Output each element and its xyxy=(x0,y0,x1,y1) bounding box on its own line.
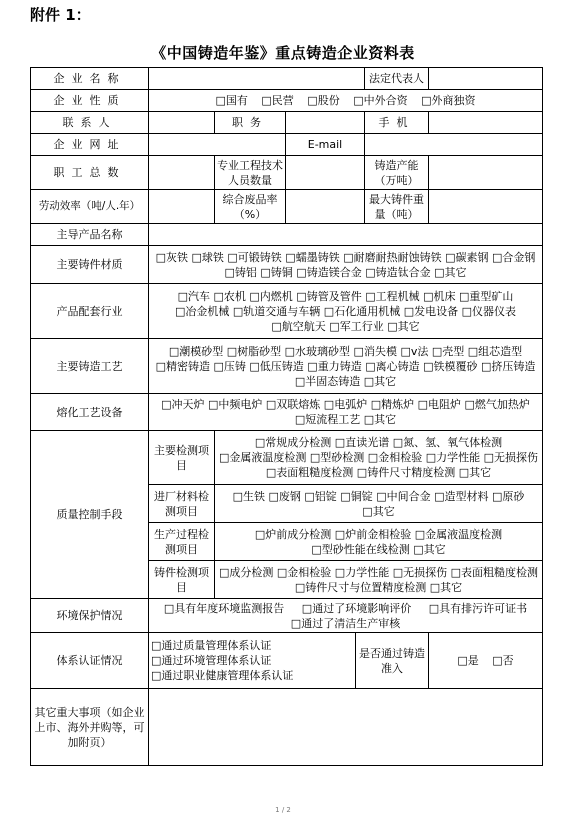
quality-incoming-options[interactable] xyxy=(215,485,543,523)
option-certification-0[interactable]: □通过质量管理体系认证 xyxy=(151,639,272,652)
option-industry-9[interactable]: □石化通用机械 xyxy=(323,304,401,318)
option-process-1[interactable]: □树脂砂型 xyxy=(226,344,282,358)
melting-label: 熔化工艺设备 xyxy=(31,394,149,431)
option-process-7[interactable]: □精密铸造 xyxy=(155,359,210,373)
attachment-label: 附件 1： xyxy=(30,6,91,24)
main-product-label: 主导产品名称 xyxy=(31,224,149,246)
option-q-main-8[interactable]: □表面粗糙度检测 xyxy=(265,466,354,479)
option-process-12[interactable]: □铁模覆砂 xyxy=(423,359,478,373)
option-q-process-4[interactable]: □其它 xyxy=(413,542,446,556)
legal-rep-label: 法定代表人 xyxy=(365,68,429,90)
contact-label: 联系人 xyxy=(31,112,149,134)
option-q-incoming-1[interactable]: □废钢 xyxy=(268,489,301,503)
quality-casting-label: 铸件检测项目 xyxy=(149,561,215,599)
quality-main-options[interactable] xyxy=(215,431,543,485)
option-q-process-1[interactable]: □炉前金相检验 xyxy=(334,527,412,541)
option-certification-1[interactable]: □通过环境管理体系认证 xyxy=(151,654,272,667)
page-number: 1 / 2 xyxy=(275,806,291,814)
max-weight-field[interactable] xyxy=(429,190,543,224)
option-q-process-0[interactable]: □炉前成分检测 xyxy=(254,527,332,541)
industry-label: 产品配套行业 xyxy=(31,284,149,339)
company-info-form xyxy=(30,67,543,766)
engineers-field[interactable] xyxy=(286,156,365,190)
option-process-10[interactable]: □重力铸造 xyxy=(307,359,362,373)
employees-label: 职工总数 xyxy=(31,156,149,190)
scrap-rate-label: 综合废品率（%） xyxy=(215,190,286,224)
option-material-4[interactable]: □耐磨耐热耐蚀铸铁 xyxy=(343,250,442,264)
option-material-5[interactable]: □碳素钢 xyxy=(445,250,489,264)
option-process-13[interactable]: □挤压铸造 xyxy=(481,359,536,373)
option-q-incoming-6[interactable]: □原砂 xyxy=(492,489,525,503)
option-q-casting-3[interactable]: □无损探伤 xyxy=(392,565,448,579)
option-material-1[interactable]: □球铁 xyxy=(191,250,224,264)
option-process-11[interactable]: □离心铸造 xyxy=(365,359,420,373)
option-material-6[interactable]: □合金钢 xyxy=(492,250,536,264)
option-material-3[interactable]: □蠕墨铸铁 xyxy=(285,250,340,264)
option-industry-12[interactable]: □航空航天 xyxy=(271,319,326,333)
option-industry-11[interactable]: □仪器仪表 xyxy=(461,304,517,318)
option-industry-1[interactable]: □农机 xyxy=(213,289,246,303)
material-options[interactable] xyxy=(149,246,543,284)
option-melting-0[interactable]: □冲天炉 xyxy=(161,398,205,411)
option-industry-0[interactable]: □汽车 xyxy=(177,289,210,303)
option-q-casting-4[interactable]: □表面粗糙度检测 xyxy=(450,565,539,579)
quality-incoming-label: 进厂材料检测项目 xyxy=(149,485,215,523)
option-melting-7[interactable]: □短流程工艺 xyxy=(294,413,361,426)
option-melting-1[interactable]: □中频电炉 xyxy=(207,398,263,411)
melting-options[interactable] xyxy=(149,394,543,431)
employees-field[interactable] xyxy=(149,156,215,190)
option-melting-3[interactable]: □电弧炉 xyxy=(323,398,368,411)
company-name-label: 企业名称 xyxy=(31,68,149,90)
option-environment-1[interactable]: □通过了环境影响评价 xyxy=(301,601,412,615)
option-q-main-10[interactable]: □其它 xyxy=(458,466,492,479)
form-title: 《中国铸造年鉴》重点铸造企业资料表 xyxy=(151,44,415,62)
quality-casting-options[interactable] xyxy=(215,561,543,599)
option-q-incoming-4[interactable]: □中间合金 xyxy=(376,489,431,503)
option-q-main-3[interactable]: □金属液温度检测 xyxy=(218,451,307,464)
option-process-0[interactable]: □潮模砂型 xyxy=(168,344,224,358)
quality-process-label: 生产过程检测项目 xyxy=(149,523,215,561)
option-industry-14[interactable]: □其它 xyxy=(387,319,420,333)
option-company-type-3[interactable]: □中外合资 xyxy=(353,94,408,107)
quality-label: 质量控制手段 xyxy=(31,431,149,599)
option-q-incoming-2[interactable]: □铝锭 xyxy=(304,489,337,503)
option-q-process-3[interactable]: □型砂性能在线检测 xyxy=(311,542,410,556)
option-process-6[interactable]: □组芯造型 xyxy=(467,344,523,358)
option-industry-5[interactable]: □机床 xyxy=(423,289,456,303)
scrap-rate-field[interactable] xyxy=(286,190,365,224)
position-field[interactable] xyxy=(286,112,365,134)
phone-label: 手机 xyxy=(365,112,429,134)
option-industry-10[interactable]: □发电设备 xyxy=(403,304,459,318)
main-product-field[interactable] xyxy=(149,224,543,246)
option-q-casting-1[interactable]: □金相检验 xyxy=(276,565,332,579)
option-melting-2[interactable]: □双联熔炼 xyxy=(265,398,321,411)
option-q-incoming-0[interactable]: □生铁 xyxy=(232,489,265,503)
option-material-2[interactable]: □可锻铸铁 xyxy=(227,250,282,264)
option-process-5[interactable]: □壳型 xyxy=(431,344,465,358)
option-melting-5[interactable]: □电阻炉 xyxy=(417,398,462,411)
option-q-main-7[interactable]: □无损探伤 xyxy=(483,451,539,464)
option-company-type-4[interactable]: □外商独资 xyxy=(421,94,476,107)
option-q-casting-6[interactable]: □其它 xyxy=(429,580,463,594)
environment-options[interactable] xyxy=(149,599,543,633)
option-melting-6[interactable]: □燃气加热炉 xyxy=(464,398,530,411)
labor-eff-field[interactable] xyxy=(149,190,215,224)
capacity-label: 铸造产能（万吨） xyxy=(365,156,429,190)
option-process-8[interactable]: □压铸 xyxy=(213,359,246,373)
certification-label: 体系认证情况 xyxy=(31,633,149,689)
access-label: 是否通过铸造准入 xyxy=(356,633,429,689)
industry-options[interactable] xyxy=(149,284,543,339)
website-field[interactable] xyxy=(149,134,286,156)
labor-eff-label: 劳动效率（吨/人.年） xyxy=(31,190,149,224)
option-material-8[interactable]: □铸铜 xyxy=(260,265,293,279)
option-q-main-6[interactable]: □力学性能 xyxy=(425,451,481,464)
position-label: 职务 xyxy=(215,112,286,134)
max-weight-label: 最大铸件重量（吨） xyxy=(365,190,429,224)
option-process-2[interactable]: □水玻璃砂型 xyxy=(284,344,351,358)
option-material-11[interactable]: □其它 xyxy=(434,265,467,279)
option-industry-6[interactable]: □重型矿山 xyxy=(459,289,514,303)
company-type-options[interactable] xyxy=(149,90,543,112)
option-q-casting-0[interactable]: □成分检测 xyxy=(218,565,274,579)
capacity-field[interactable] xyxy=(429,156,543,190)
option-material-0[interactable]: □灰铁 xyxy=(155,250,188,264)
email-field[interactable] xyxy=(365,134,543,156)
website-label: 企业网址 xyxy=(31,134,149,156)
option-industry-8[interactable]: □轨道交通与车辆 xyxy=(232,304,321,318)
option-industry-3[interactable]: □铸管及管件 xyxy=(296,289,362,303)
quality-main-label: 主要检测项目 xyxy=(149,431,215,485)
phone-field[interactable] xyxy=(429,112,543,134)
option-industry-13[interactable]: □军工行业 xyxy=(329,319,384,333)
option-environment-3[interactable]: □通过了清洁生产审核 xyxy=(290,616,401,630)
option-q-main-2[interactable]: □氮、氢、氧气体检测 xyxy=(392,436,503,449)
option-q-main-0[interactable]: □常规成分检测 xyxy=(254,436,332,449)
option-certification-2[interactable]: □通过职业健康管理体系认证 xyxy=(151,669,294,682)
engineers-label: 专业工程技术人员数量 xyxy=(215,156,286,190)
option-industry-7[interactable]: □冶金机械 xyxy=(174,304,230,318)
option-company-type-1[interactable]: □民营 xyxy=(261,94,294,107)
other-field[interactable] xyxy=(149,689,543,766)
process-options[interactable] xyxy=(149,339,543,394)
option-process-15[interactable]: □其它 xyxy=(363,374,397,388)
option-material-10[interactable]: □铸造钛合金 xyxy=(365,265,431,279)
option-industry-4[interactable]: □工程机械 xyxy=(365,289,420,303)
option-access-0[interactable]: □是 xyxy=(457,654,479,667)
option-q-incoming-3[interactable]: □铜锭 xyxy=(340,489,373,503)
option-process-14[interactable]: □半固态铸造 xyxy=(294,374,361,388)
option-access-1[interactable]: □否 xyxy=(492,654,514,667)
legal-rep-field[interactable] xyxy=(429,68,543,90)
process-label: 主要铸造工艺 xyxy=(31,339,149,394)
option-q-main-9[interactable]: □铸件尺寸精度检测 xyxy=(356,466,456,479)
option-q-incoming-5[interactable]: □造型材料 xyxy=(434,489,489,503)
option-material-9[interactable]: □铸造镁合金 xyxy=(296,265,362,279)
option-q-casting-2[interactable]: □力学性能 xyxy=(334,565,390,579)
other-label: 其它重大事项（如企业上市、海外并购等，可加附页） xyxy=(31,689,149,766)
option-q-process-2[interactable]: □金属液温度检测 xyxy=(414,527,503,541)
access-options[interactable] xyxy=(429,633,543,689)
option-process-4[interactable]: □v法 xyxy=(400,344,429,358)
company-name-field[interactable] xyxy=(149,68,365,90)
option-company-type-0[interactable]: □国有 xyxy=(215,94,248,107)
option-q-incoming-7[interactable]: □其它 xyxy=(362,504,395,518)
option-environment-0[interactable]: □具有年度环境监测报告 xyxy=(163,601,285,615)
email-label: E-mail xyxy=(286,134,365,156)
material-label: 主要铸件材质 xyxy=(31,246,149,284)
quality-process-options[interactable] xyxy=(215,523,543,561)
option-industry-2[interactable]: □内燃机 xyxy=(249,289,293,303)
option-q-casting-5[interactable]: □铸件尺寸与位置精度检测 xyxy=(294,580,427,594)
option-melting-4[interactable]: □精炼炉 xyxy=(370,398,415,411)
option-q-main-5[interactable]: □金相检验 xyxy=(367,451,423,464)
option-melting-8[interactable]: □其它 xyxy=(363,413,397,426)
option-q-main-4[interactable]: □型砂检测 xyxy=(309,451,365,464)
option-company-type-2[interactable]: □股份 xyxy=(307,94,340,107)
option-environment-2[interactable]: □具有排污许可证书 xyxy=(428,601,528,615)
option-q-main-1[interactable]: □直读光谱 xyxy=(334,436,390,449)
company-type-label: 企业性质 xyxy=(31,90,149,112)
option-material-7[interactable]: □铸铝 xyxy=(224,265,257,279)
option-process-3[interactable]: □消失模 xyxy=(353,344,397,358)
certification-options[interactable] xyxy=(149,633,356,689)
contact-field[interactable] xyxy=(149,112,215,134)
environment-label: 环境保护情况 xyxy=(31,599,149,633)
option-process-9[interactable]: □低压铸造 xyxy=(249,359,304,373)
